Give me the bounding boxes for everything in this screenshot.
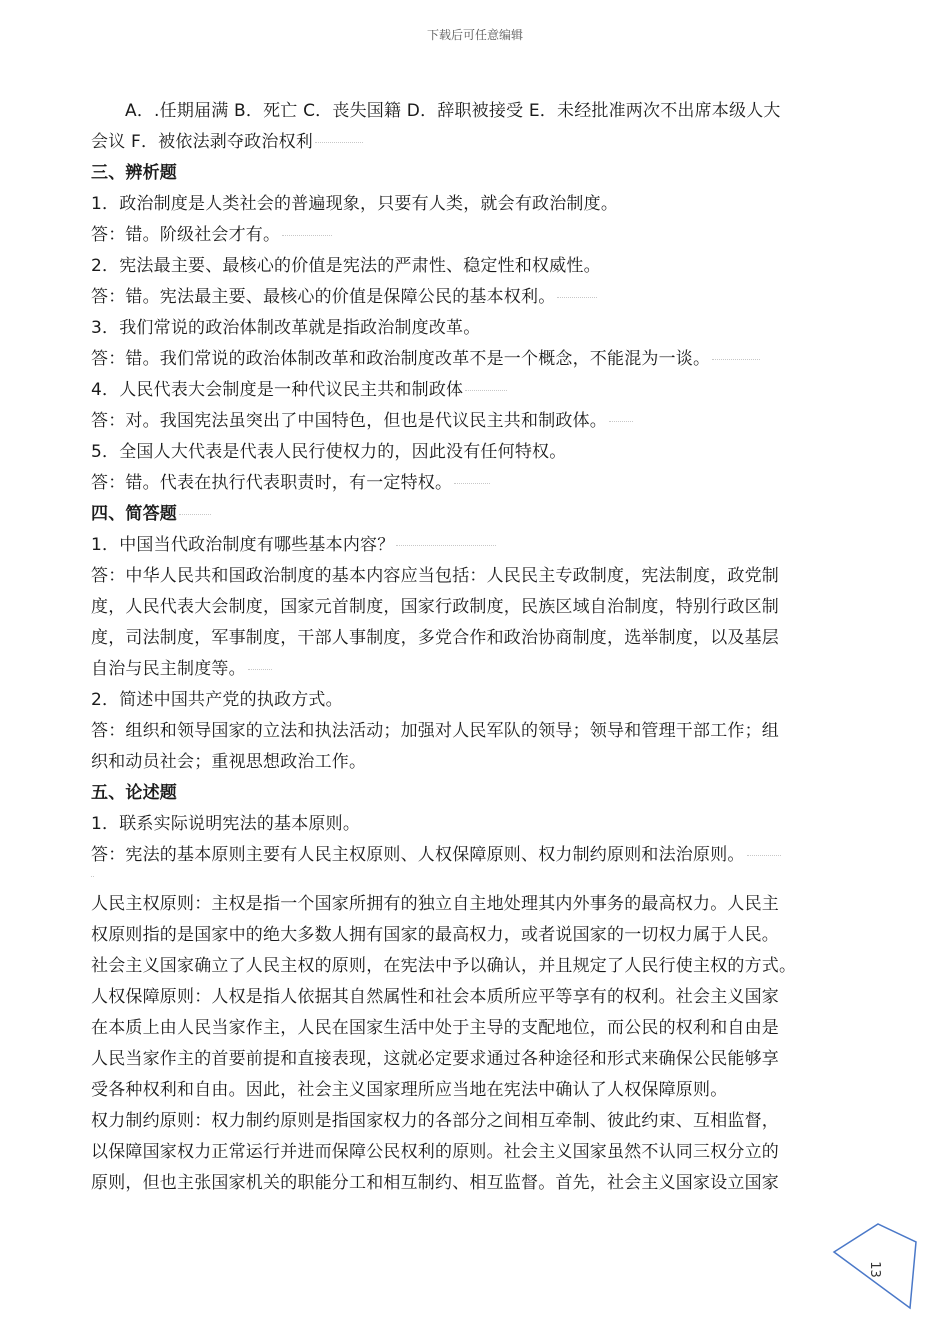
answer-line: 答：错。宪法最主要、最核心的价值是保障公民的基本权利。: [91, 282, 866, 313]
body-line: 以保障国家权力正常运行并进而保障公民权利的原则。社会主义国家虽然不认同三权分立的: [91, 1142, 779, 1162]
body-line: 原则，但也主张国家机关的职能分工和相互制约、相互监督。首先，社会主义国家设立国家: [91, 1173, 779, 1193]
question-line: 1．联系实际说明宪法的基本原则。: [91, 814, 361, 834]
answer-line: 答：错。阶级社会才有。: [91, 220, 866, 251]
body-line: 人民主权原则：主权是指一个国家所拥有的独立自主地处理其内外事务的最高权力。人民主: [91, 894, 779, 914]
question-line: 4．人民代表大会制度是一种代议民主共和制政体: [91, 375, 866, 406]
section-heading: 四、简答题: [91, 499, 866, 530]
question-line: 2．简述中国共产党的执政方式。: [91, 690, 343, 710]
question-line: 1．中国当代政治制度有哪些基本内容？: [91, 530, 866, 561]
answer-line: 度，人民代表大会制度，国家元首制度，国家行政制度，民族区域自治制度，特别行政区制: [91, 597, 779, 617]
body-line: 在本质上由人民当家作主，人民在国家生活中处于主导的支配地位，而公民的权利和自由是: [91, 1018, 779, 1038]
document-body: [91, 96, 866, 1199]
answer-line: 自治与民主制度等。: [91, 654, 866, 685]
answer-line: 答：宪法的基本原则主要有人民主权原则、人权保障原则、权力制约原则和法治原则。: [91, 840, 866, 871]
answer-line: 答：中华人民共和国政治制度的基本内容应当包括：人民民主专政制度，宪法制度，政党制: [91, 566, 779, 586]
page-number: 13: [866, 1261, 882, 1278]
section-heading: 三、辨析题: [91, 163, 177, 183]
option-line: A．.任期届满 B．死亡 C．丧失国籍 D．辞职被接受 E．未经批准两次不出席本级人大: [125, 101, 781, 121]
question-line: 1．政治制度是人类社会的普遍现象，只要有人类，就会有政治制度。: [91, 194, 619, 214]
body-line: 权原则指的是国家中的绝大多数人拥有国家的最高权力，或者说国家的一切权力属于人民。: [91, 925, 779, 945]
answer-line: 度，司法制度，军事制度，干部人事制度，多党合作和政治协商制度，选举制度，以及基层: [91, 628, 779, 648]
paragraph-marker: [91, 875, 94, 877]
body-line: 人权保障原则：人权是指人依据其自然属性和社会本质所应平等享有的权利。社会主义国家: [91, 987, 779, 1007]
question-line: 2．宪法最主要、最核心的价值是宪法的严肃性、稳定性和权威性。: [91, 256, 601, 276]
option-line: 会议 F．被依法剥夺政治权利: [91, 127, 866, 158]
header-note: 下载后可任意编辑: [426, 28, 523, 42]
body-line: 受各种权利和自由。因此，社会主义国家理所应当地在宪法中确认了人权保障原则。: [91, 1080, 728, 1100]
question-line: 3．我们常说的政治体制改革就是指政治制度改革。: [91, 318, 481, 338]
body-line: 人民当家作主的首要前提和直接表现，这就必定要求通过各种途径和形式来确保公民能够享: [91, 1049, 779, 1069]
answer-line: 答：错。代表在执行代表职责时，有一定特权。: [91, 468, 866, 499]
answer-line: 答：错。我们常说的政治体制改革和政治制度改革不是一个概念，不能混为一谈。: [91, 344, 866, 375]
answer-line: 答：组织和领导国家的立法和执法活动；加强对人民军队的领导；领导和管理干部工作；组: [91, 721, 779, 741]
question-line: 5．全国人大代表是代表人民行使权力的，因此没有任何特权。: [91, 442, 567, 462]
body-line: 权力制约原则：权力制约原则是指国家权力的各部分之间相互牵制、彼此约束、互相监督，: [91, 1111, 779, 1131]
section-heading: 五、论述题: [91, 783, 177, 803]
answer-line: 答：对。我国宪法虽突出了中国特色，但也是代议民主共和制政体。: [91, 406, 866, 437]
body-line: 社会主义国家确立了人民主权的原则，在宪法中予以确认，并且规定了人民行使主权的方式。: [91, 956, 797, 976]
answer-line: 织和动员社会；重视思想政治工作。: [91, 752, 367, 772]
